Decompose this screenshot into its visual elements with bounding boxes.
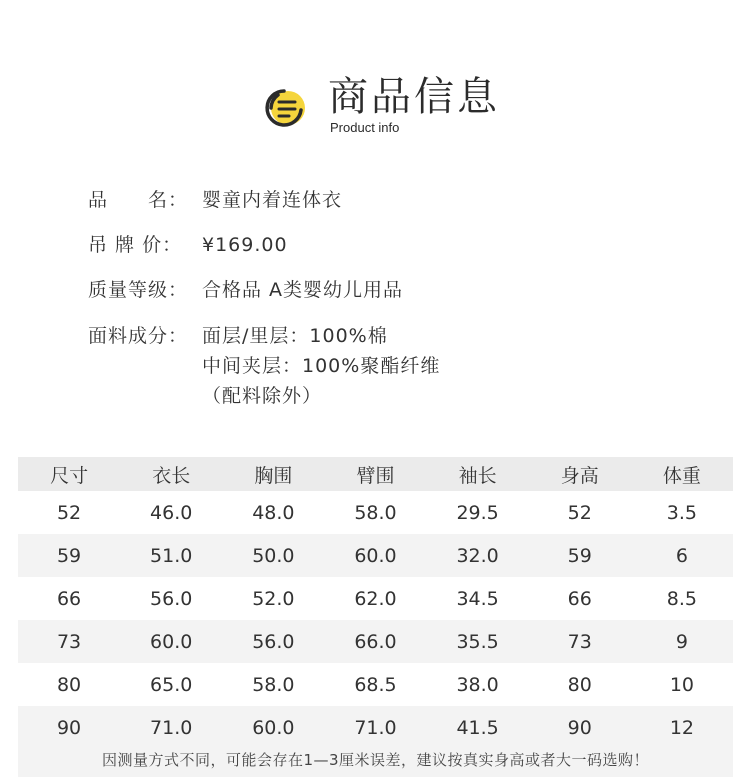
table-cell: 48.0 — [252, 501, 295, 524]
table-row — [18, 706, 733, 749]
table-header-cell: 袖长 — [458, 464, 497, 487]
table-cell: 66 — [567, 587, 592, 610]
table-header-cell: 臂围 — [356, 464, 395, 487]
table-cell: 46.0 — [150, 501, 193, 524]
table-cell: 35.5 — [456, 630, 499, 653]
table-cell: 6 — [675, 544, 688, 567]
table-cell: 58.0 — [252, 673, 295, 696]
table-row — [18, 663, 733, 706]
table-cell: 68.5 — [354, 673, 397, 696]
table-cell: 51.0 — [150, 544, 193, 567]
table-cell: 10 — [669, 673, 694, 696]
table-header-cell: 身高 — [560, 464, 599, 487]
table-cell: 80 — [567, 673, 592, 696]
info-value: 合格品 A类婴幼儿用品 — [202, 279, 404, 301]
table-header-cell: 胸围 — [254, 464, 293, 487]
material-lines — [202, 321, 440, 411]
table-cell: 59 — [56, 544, 82, 567]
table-cell: 52.0 — [252, 587, 295, 610]
table-cell: 3.5 — [666, 501, 698, 524]
table-header-cell: 尺寸 — [50, 464, 89, 487]
info-row-price — [88, 231, 688, 276]
info-row-grade — [88, 276, 688, 321]
table-cell: 34.5 — [456, 587, 499, 610]
table-cell: 29.5 — [456, 501, 499, 524]
size-note: 因测量方式不同，可能会存在1—3厘米误差，建议按真实身高或者大一码选购！ — [18, 744, 733, 777]
info-value: ¥169.00 — [202, 234, 288, 256]
info-row-name — [88, 186, 688, 231]
table-row — [18, 577, 733, 620]
table-cell: 73 — [567, 630, 592, 653]
size-table — [18, 457, 733, 749]
material-line: 中间夹层：100%聚酯纤维 — [202, 355, 441, 377]
table-cell: 73 — [56, 630, 82, 653]
table-cell: 56.0 — [150, 587, 193, 610]
info-label: 质量等级： — [88, 279, 189, 301]
table-cell: 59 — [567, 544, 592, 567]
table-cell: 41.5 — [456, 716, 499, 739]
document-lines-icon — [262, 86, 312, 130]
table-cell: 80 — [56, 673, 82, 696]
table-cell: 65.0 — [150, 673, 193, 696]
table-cell: 66.0 — [354, 630, 397, 653]
table-cell: 9 — [675, 630, 688, 653]
table-cell: 56.0 — [252, 630, 295, 653]
table-cell: 60.0 — [354, 544, 397, 567]
table-row — [18, 491, 733, 534]
table-cell: 90 — [56, 716, 82, 739]
table-body — [18, 491, 733, 749]
table-cell: 60.0 — [150, 630, 193, 653]
table-cell: 50.0 — [252, 544, 295, 567]
info-value: 婴童内着连体衣 — [202, 189, 343, 211]
product-info — [88, 186, 688, 411]
table-header-cell: 体重 — [662, 464, 701, 487]
table-header-cell: 衣长 — [152, 464, 191, 487]
table-cell: 66 — [56, 587, 82, 610]
table-cell: 71.0 — [150, 716, 193, 739]
table-row — [18, 534, 733, 577]
table-cell: 62.0 — [354, 587, 397, 610]
material-line: （配料除外） — [202, 385, 323, 407]
table-cell: 60.0 — [252, 716, 295, 739]
section-title: 商品信息 — [328, 74, 500, 120]
table-cell: 32.0 — [456, 544, 499, 567]
table-cell: 8.5 — [666, 587, 698, 610]
section-subtitle: Product info — [330, 120, 400, 135]
table-cell: 52 — [56, 501, 82, 524]
table-cell: 38.0 — [456, 673, 499, 696]
table-header-row — [18, 457, 733, 491]
table-cell: 52 — [567, 501, 592, 524]
info-label: 品 名： — [88, 189, 189, 211]
table-cell: 90 — [567, 716, 592, 739]
section-header — [262, 72, 502, 142]
table-cell: 71.0 — [354, 716, 397, 739]
info-row-material — [88, 321, 688, 411]
table-row — [18, 620, 733, 663]
table-cell: 58.0 — [354, 501, 397, 524]
info-label: 面料成分： — [88, 325, 189, 347]
table-cell: 12 — [669, 716, 694, 739]
material-line: 面层/里层：100%棉 — [202, 325, 388, 347]
info-label: 吊 牌 价： — [88, 234, 183, 256]
